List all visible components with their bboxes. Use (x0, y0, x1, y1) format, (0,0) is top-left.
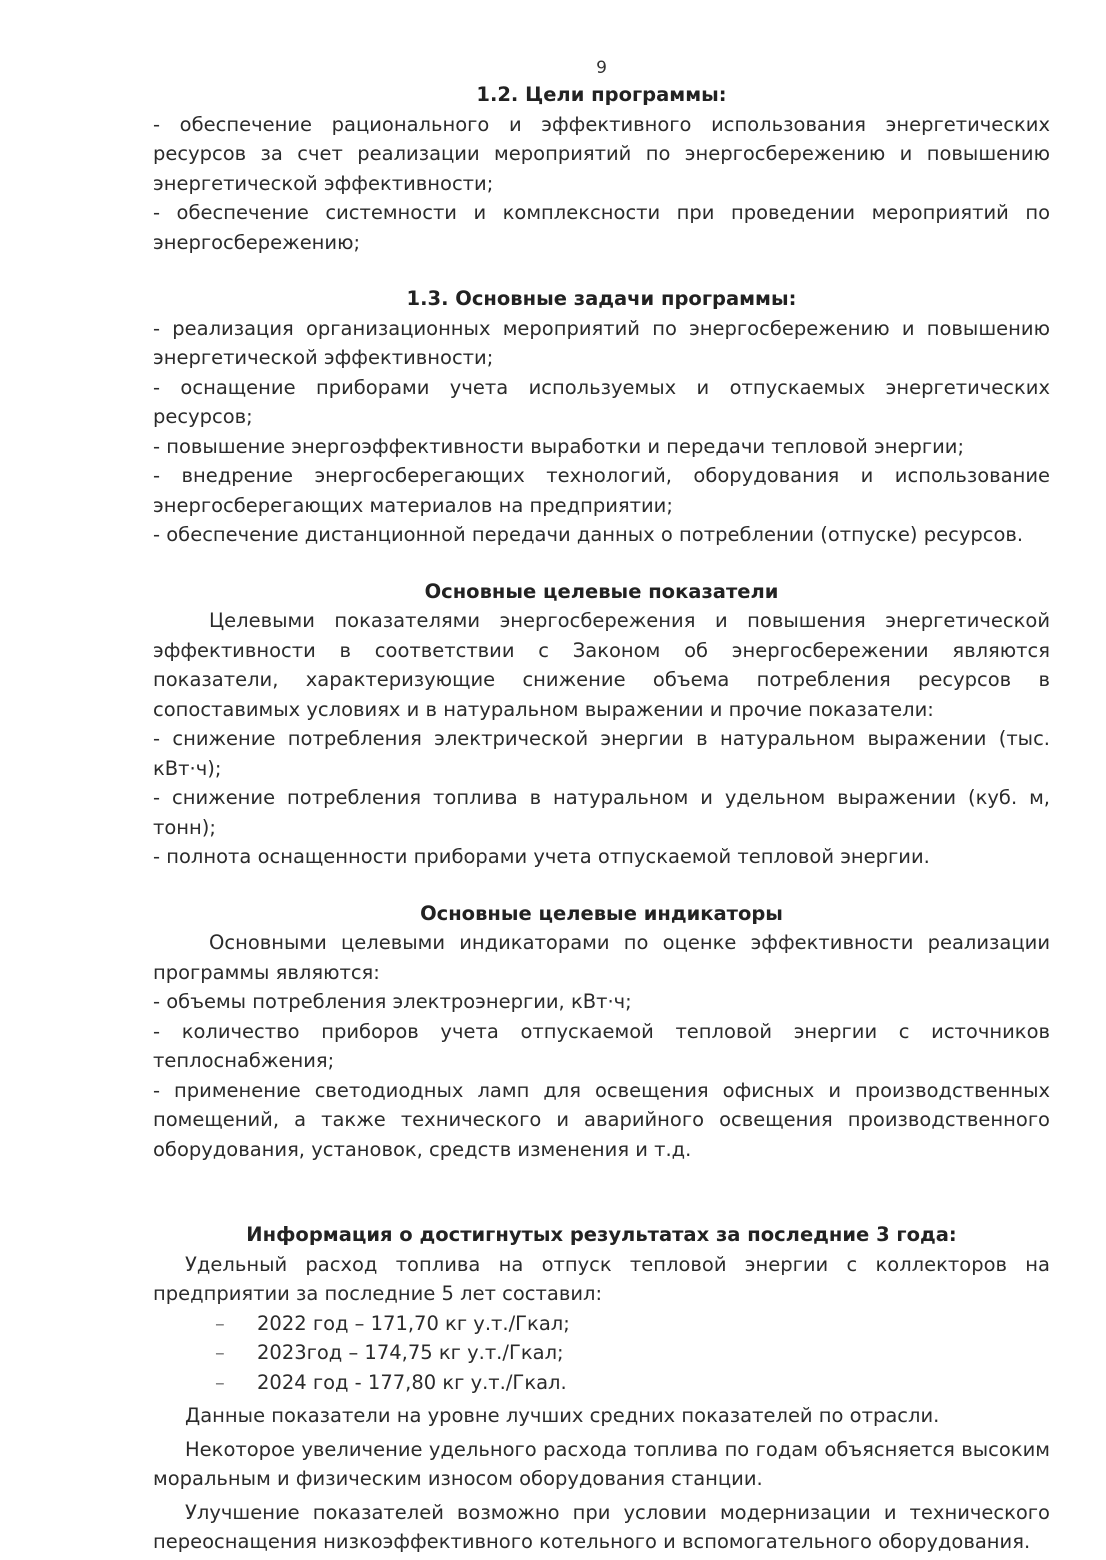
goals-item: - обеспечение рационального и эффективного использования энергетических ресурсов за счет реализации мероприятий по энергосбережению и повышению энергетической эффективности; (153, 112, 1050, 195)
list-item-text: 2023год – 174,75 кг у.т./Гкал; (257, 1341, 564, 1364)
targets-item: - снижение потребления электрической энергии в натуральном выражении (тыс. кВт·ч); (153, 727, 1050, 780)
list-item (215, 1338, 1050, 1368)
targets-heading: Основные целевые показатели (424, 579, 779, 603)
targets-item: - полнота оснащенности приборами учета отпускаемой тепловой энергии. (153, 845, 930, 868)
tasks-item: - реализация организационных мероприятий по энергосбережению и повышению энергетической эффективности; (153, 316, 1050, 369)
list-item-text: 2024 год - 177,80 кг у.т./Гкал. (257, 1370, 567, 1394)
goals-heading: 1.2. Цели программы: (476, 83, 727, 106)
tasks-item: - внедрение энергосберегающих технологий, оборудования и использование энергосберегающих материалов на предприятии; (153, 464, 1050, 517)
tasks-heading: 1.3. Основные задачи программы: (406, 287, 797, 310)
results-paragraph: Улучшение показателей возможно при условии модернизации и технического переоснащения низкоэффективного котельного и вспомогательного оборудования. (153, 1500, 1050, 1553)
fuel-consumption-list (153, 1309, 1050, 1398)
page-number: 9 (596, 58, 607, 78)
list-marker: – (215, 1370, 225, 1394)
goals-item: - обеспечение системности и комплексности при проведении мероприятий по энергосбережению; (153, 201, 1050, 254)
tasks-item: - обеспечение дистанционной передачи данных о потреблении (отпуске) ресурсов. (153, 523, 1024, 546)
indicators-item: - применение светодиодных ламп для освещения офисных и производственных помещений, а также технического и аварийного освещения производственного оборудования, установок, средств изменения и т.д. (153, 1078, 1050, 1161)
targets-item: - снижение потребления топлива в натуральном и удельном выражении (куб. м, тонн); (153, 786, 1050, 839)
indicators-item: - количество приборов учета отпускаемой тепловой энергии с источников теплоснабжения; (153, 1019, 1050, 1072)
tasks-item: - повышение энергоэффективности выработки и передачи тепловой энергии; (153, 434, 965, 458)
tasks-item: - оснащение приборами учета используемых и отпускаемых энергетических ресурсов; (153, 375, 1050, 428)
results-paragraph: Данные показатели на уровне лучших средних показателей по отрасли. (185, 1404, 940, 1427)
list-marker: – (215, 1341, 225, 1364)
list-item (215, 1368, 1050, 1398)
results-heading: Информация о достигнутых результатах за последние 3 года: (246, 1223, 957, 1246)
targets-intro: Целевыми показателями энергосбережения и повышения энергетической эффективности в соответствии с Законом об энергосбережении являются показатели, характеризующие снижение объема потребления ресурсов в сопоставимых условиях и в натуральном выражении и прочие показатели: (153, 609, 1050, 721)
list-item-text: 2022 год – 171,70 кг у.т./Гкал; (257, 1311, 570, 1335)
indicators-item: - объемы потребления электроэнергии, кВт·ч; (153, 990, 632, 1013)
indicators-intro: Основными целевыми индикаторами по оценке эффективности реализации программы являются: (153, 931, 1050, 984)
page-content (153, 56, 1050, 1557)
list-marker: – (215, 1311, 225, 1335)
results-paragraph: Некоторое увеличение удельного расхода топлива по годам объясняется высоким моральным и физическим износом оборудования станции. (153, 1437, 1050, 1490)
list-item (215, 1309, 1050, 1339)
indicators-heading: Основные целевые индикаторы (420, 901, 783, 925)
results-intro: Удельный расход топлива на отпуск тепловой энергии с коллекторов на предприятии за последние 5 лет составил: (153, 1252, 1050, 1305)
